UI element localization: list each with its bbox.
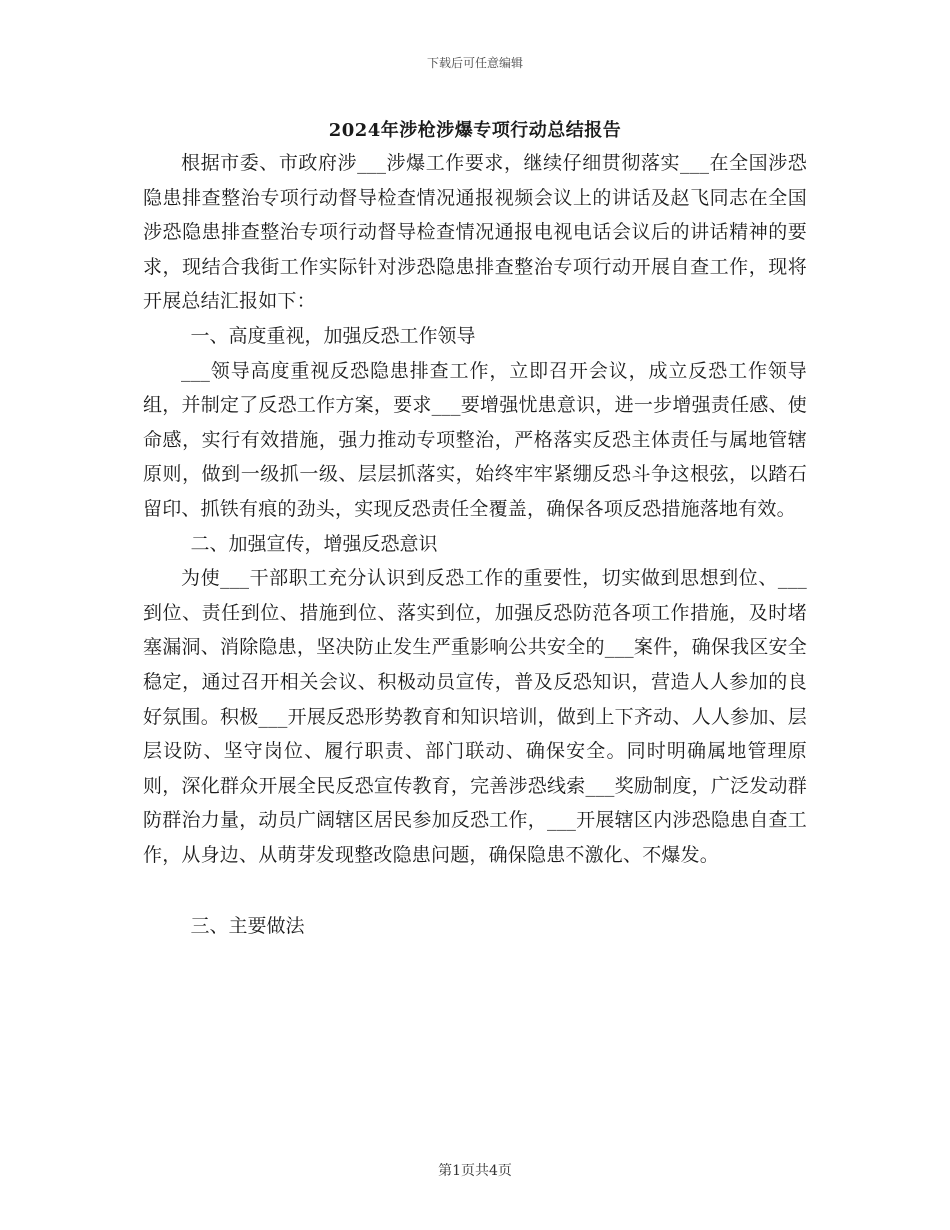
paragraph-section-2: 为使___干部职工充分认识到反恐工作的重要性，切实做到思想到位、___到位、责任到位、措施到位、落实到位，加强反恐防范各项工作措施，及时堵塞漏洞、消除隐患，坚决防止发生严重影响公共安全的___案件，确保我区安全稳定，通过召开相关会议、积极动员宣传，普及反恐知识，营造人人参加的良好氛围。积极___开展反恐形势教育和知识培训，做到上下齐动、人人参加、层层设防、坚守岗位、履行职责、部门联动、确保安全。同时明确属地管理原则，深化群众开展全民反恐宣传教育，完善涉恐线索___奖励制度，广泛发动群防群治力量，动员广阔辖区居民参加反恐工作，___开展辖区内涉恐隐患自查工作，从身边、从萌芽发现整改隐患问题，确保隐患不激化、不爆发。 xyxy=(143,567,807,866)
paragraph-section-1: ___领导高度重视反恐隐患排查工作，立即召开会议，成立反恐工作领导组，并制定了反恐工作方案，要求___要增强忧患意识，进一步增强责任感、使命感，实行有效措施，强力推动专项整治，严格落实反恐主体责任与属地管辖原则，做到一级抓一级、层层抓落实，始终牢牢紧绷反恐斗争这根弦，以踏石留印、抓铁有痕的劲头，实现反恐责任全覆盖，确保各项反恐措施落地有效。 xyxy=(143,359,807,520)
section-heading-3: 三、主要做法 xyxy=(190,915,305,938)
section-heading-2: 二、加强宣传，增强反恐意识 xyxy=(190,532,438,555)
page-footer: 第1页共4页 xyxy=(438,1163,512,1179)
document-body xyxy=(143,146,807,944)
paragraph-intro: 根据市委、市政府涉___涉爆工作要求，继续仔细贯彻落实___在全国涉恐隐患排查整治专项行动督导检查情况通报视频会议上的讲话及赵飞同志在全国涉恐隐患排查整治专项行动督导检查情况通报电视电话会议后的讲话精神的要求，现结合我街工作实际针对涉恐隐患排查整治专项行动开展自查工作，现将开展总结汇报如下： xyxy=(143,152,807,313)
header-note: 下载后可任意编辑 xyxy=(426,56,523,70)
section-heading-1: 一、高度重视，加强反恐工作领导 xyxy=(190,324,476,347)
document-title: 2024年涉枪涉爆专项行动总结报告 xyxy=(328,120,622,141)
